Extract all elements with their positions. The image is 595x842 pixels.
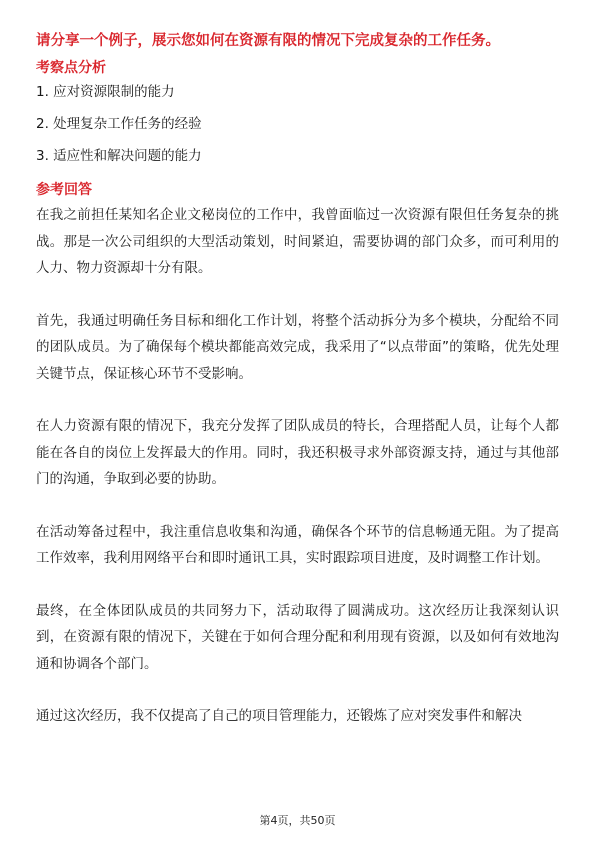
analysis-title: 考察点分析 [36,60,106,76]
answer-body [36,202,559,730]
answer-paragraph: 通过这次经历，我不仅提高了自己的项目管理能力，还锻炼了应对突发事件和解决 [36,708,522,724]
answer-paragraph: 在人力资源有限的情况下，我充分发挥了团队成员的特长，合理搭配人员，让每个人都能在各自的岗位上发挥最大的作用。同时，我还积极寻求外部资源支持，通过与其他部门的沟通，争取到必要的协助。 [36,418,559,487]
question-heading: 请分享一个例子，展示您如何在资源有限的情况下完成复杂的工作任务。 [36,33,500,49]
analysis-point-list [36,82,559,166]
answer-paragraph: 首先，我通过明确任务目标和细化工作计划，将整个活动拆分为多个模块，分配给不同的团队成员。为了确保每个模块都能高效完成，我采用了“以点带面”的策略，优先处理关键节点，保证核心环节不受影响。 [36,312,559,382]
analysis-point: 2. 处理复杂工作任务的经验 [36,116,202,132]
answer-title: 参考回答 [36,182,92,198]
analysis-point: 3. 适应性和解决问题的能力 [36,148,202,164]
answer-paragraph: 在我之前担任某知名企业文秘岗位的工作中，我曾面临过一次资源有限但任务复杂的挑战。那是一次公司组织的大型活动策划，时间紧迫，需要协调的部门众多，而可利用的人力、物力资源却十分有限。 [36,207,559,276]
page-number: 第4页，共50页 [259,814,336,827]
answer-paragraph: 最终，在全体团队成员的共同努力下，活动取得了圆满成功。这次经历让我深刻认识到，在资源有限的情况下，关键在于如何合理分配和利用现有资源，以及如何有效地沟通和协调各个部门。 [36,602,559,672]
document-page [36,30,559,756]
answer-paragraph: 在活动筹备过程中，我注重信息收集和沟通，确保各个环节的信息畅通无阻。为了提高工作效率，我利用网络平台和即时通讯工具，实时跟踪项目进度，及时调整工作计划。 [36,523,559,566]
analysis-point: 1. 应对资源限制的能力 [36,84,175,100]
